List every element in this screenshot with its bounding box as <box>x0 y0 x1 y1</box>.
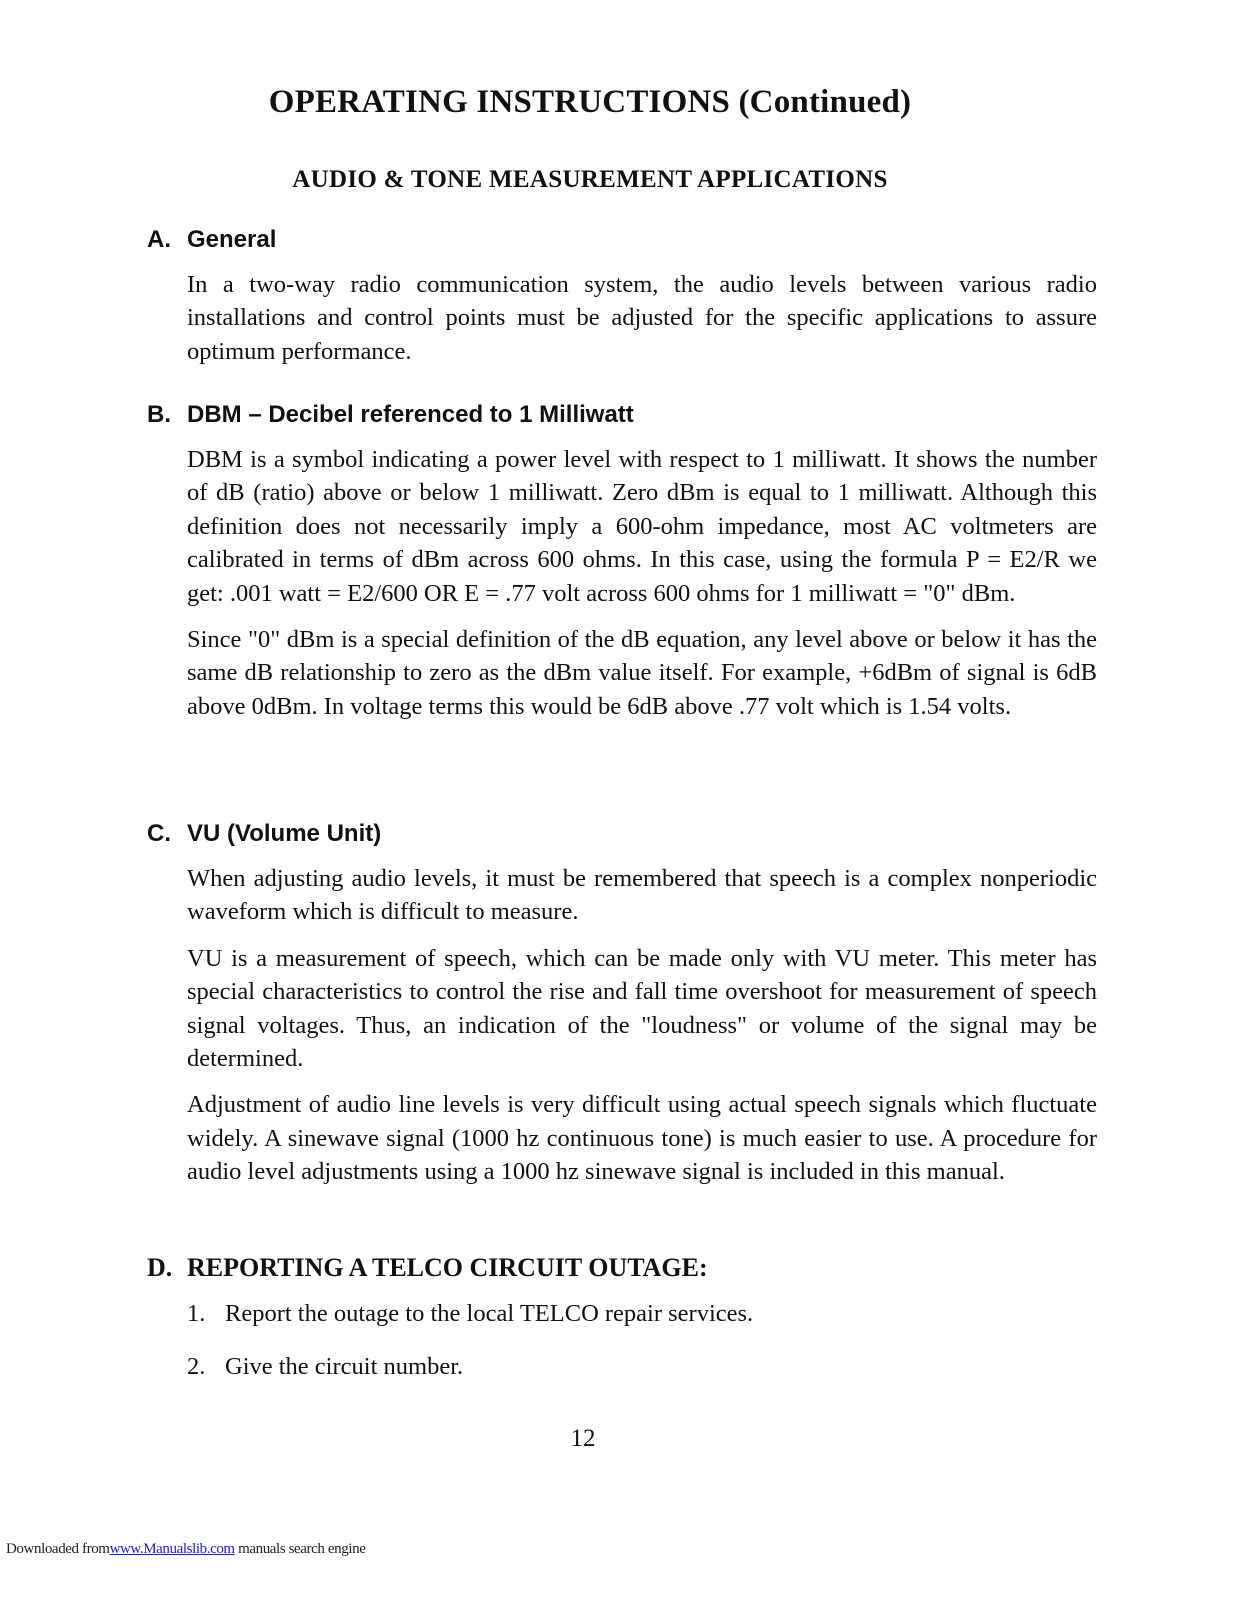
paragraph: When adjusting audio levels, it must be remembered that speech is a complex nonperiodic waveform which is difficult to measure. <box>187 865 1097 926</box>
paragraph: Since "0" dBm is a special definition of the dB equation, any level above or below it has the same dB relationship to zero as the dBm value itself. For example, +6dBm of signal is 6dB above 0dBm. In voltage terms this would be 6dB above .77 volt which is 1.54 volts. <box>187 626 1097 720</box>
list-item <box>187 1350 1097 1383</box>
page-title: OPERATING INSTRUCTIONS (Continued) <box>268 84 912 120</box>
list-item <box>187 1297 1097 1330</box>
manualslib-link[interactable]: www.Manualslib.com <box>109 1541 235 1557</box>
section-letter: D. <box>147 1253 173 1282</box>
list-number: 1. <box>187 1300 206 1327</box>
section-heading <box>147 401 1097 429</box>
section-heading <box>147 226 1097 254</box>
list-number: 2. <box>187 1353 206 1380</box>
footer-suffix: manuals search engine <box>234 1541 366 1557</box>
paragraph: Adjustment of audio line levels is very difficult using actual speech signals which fluctuate widely. A sinewave signal (1000 hz continuous tone) is much easier to use. A procedure for audio level adjustments using a 1000 hz sinewave signal is included in this manual. <box>187 1091 1097 1186</box>
section-letter: A. <box>147 226 171 253</box>
section-heading-text: General <box>187 226 277 253</box>
paragraph: In a two-way radio communication system, the audio levels between various radio installations and control points must be adjusted for the specific applications to assure optimum performance. <box>187 271 1097 365</box>
list-text: Give the circuit number. <box>225 1353 464 1380</box>
section-letter: C. <box>147 820 171 847</box>
section-dbm <box>147 401 1097 723</box>
paragraph: DBM is a symbol indicating a power level with respect to 1 milliwatt. It shows the number of dB (ratio) above or below 1 milliwatt. Zero dBm is equal to 1 milliwatt. Although this definition does not necessarily imply a 600-ohm impedance, most AC voltmeters are calibrated in terms of dBm across 600 ohms. In this case, using the formula P = E2/R we get: .001 watt = E2/600 OR E = .77 volt across 600 ohms for 1 milliwatt = "0" dBm. <box>187 446 1097 607</box>
paragraph: VU is a measurement of speech, which can be made only with VU meter. This meter has special characteristics to control the rise and fall time overshoot for measurement of speech signal voltages. Thus, an indication of the "loudness" or volume of the signal may be determined. <box>187 944 1097 1073</box>
section-letter: B. <box>147 401 171 428</box>
section-telco-outage <box>147 1253 1097 1383</box>
page-subtitle: AUDIO & TONE MEASUREMENT APPLICATIONS <box>292 166 888 193</box>
section-vu <box>147 820 1097 1189</box>
section-general <box>147 226 1097 368</box>
footer-prefix: Downloaded from <box>6 1541 110 1557</box>
list-text: Report the outage to the local TELCO repair services. <box>225 1300 754 1327</box>
section-heading-text: DBM – Decibel referenced to 1 Milliwatt <box>187 401 634 428</box>
section-heading <box>147 1253 1097 1283</box>
section-heading-text: REPORTING A TELCO CIRCUIT OUTAGE: <box>187 1253 708 1282</box>
download-footer <box>6 1541 365 1558</box>
section-heading-text: VU (Volume Unit) <box>187 820 382 847</box>
section-heading <box>147 820 1097 848</box>
page-number: 12 <box>570 1425 596 1452</box>
